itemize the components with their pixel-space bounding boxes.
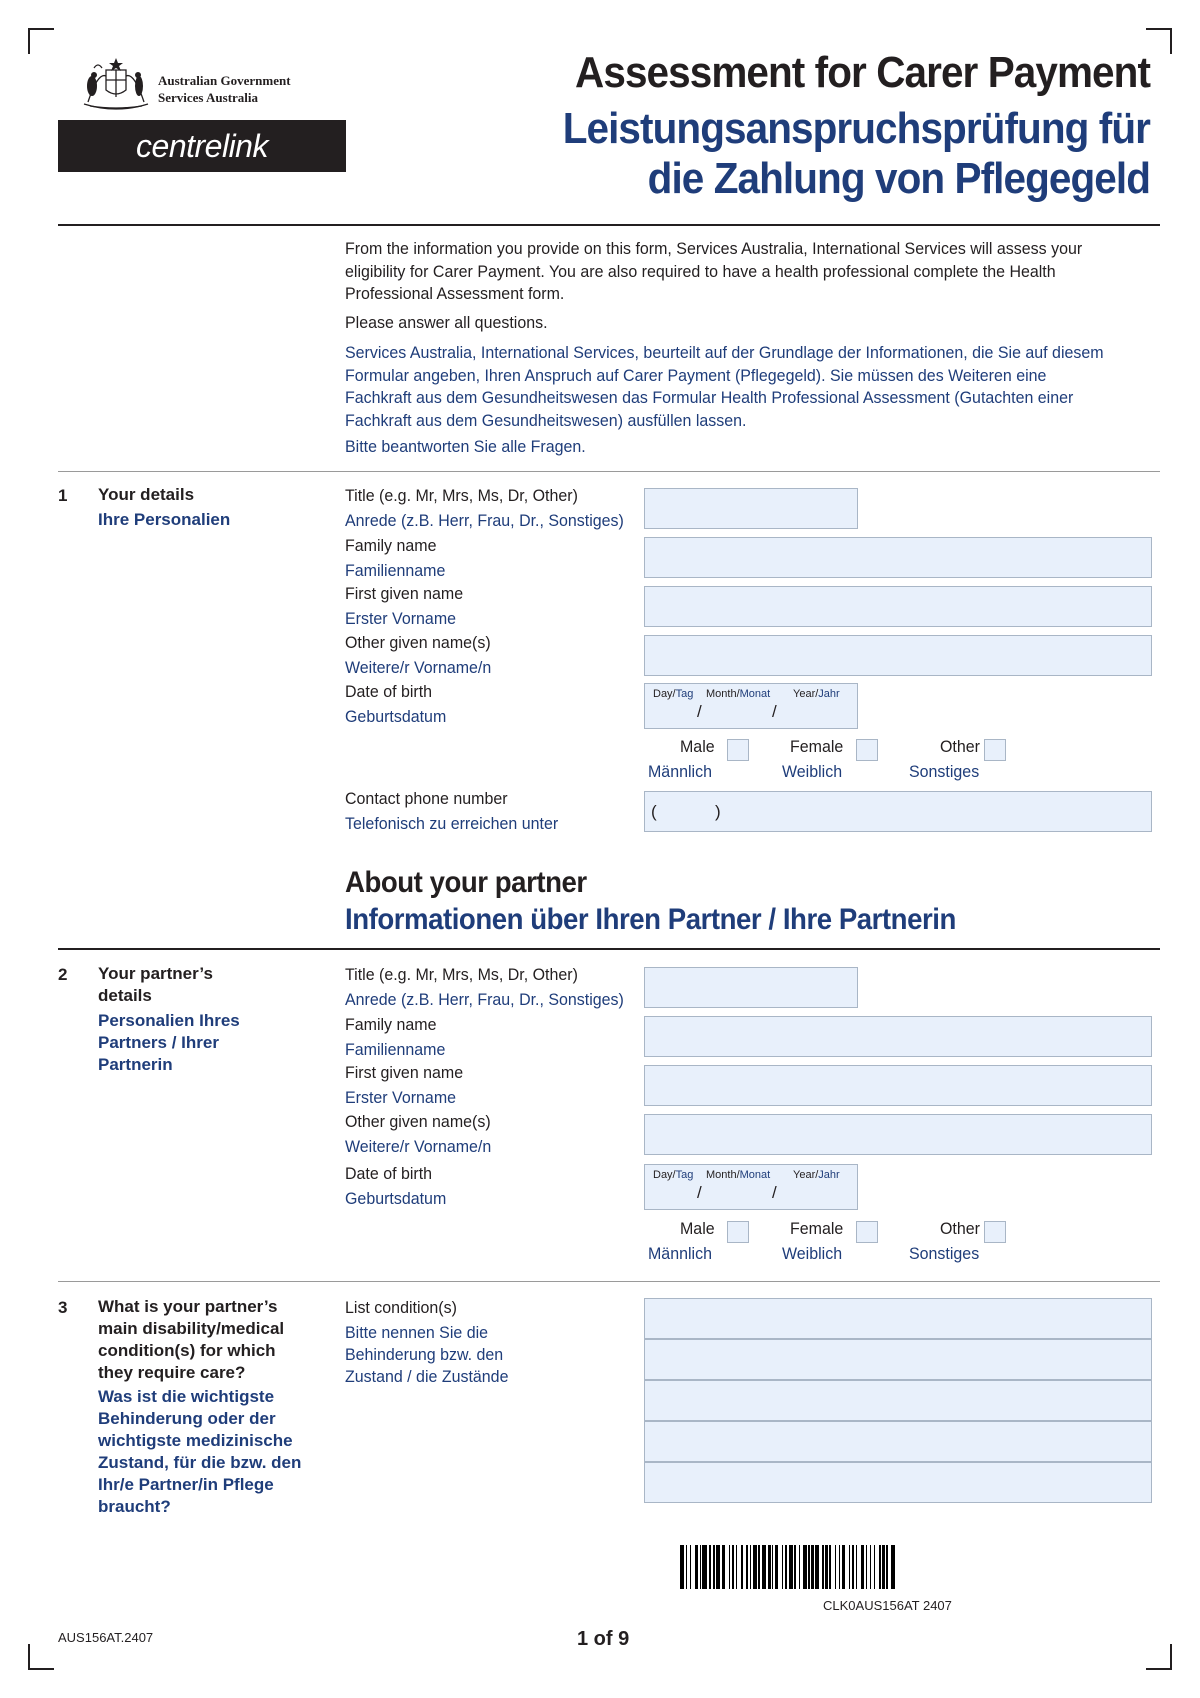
partner-female-label-german: Weiblich	[782, 1244, 843, 1263]
barcode-bar	[895, 1545, 896, 1589]
partner-date-of-birth-input[interactable]	[644, 1164, 858, 1210]
intro-english-paragraph: From the information you provide on this form, Services Australia, International Services will assess your eligibility for Carer Payment. You are also required to have a health professional complete the Health Professional Assessment form.	[345, 239, 1083, 303]
list-conditions-label-german: Bitte nennen Sie die Behinderung bzw. den Zustand / die Zustände	[345, 1323, 509, 1386]
list-conditions-label-english: List condition(s)	[345, 1298, 457, 1317]
centrelink-brand-text: centrelink	[136, 127, 268, 164]
partner-male-label-english: Male	[680, 1219, 715, 1238]
partner-dob-label-english: Date of birth	[345, 1164, 433, 1183]
partner-other-sex-checkbox[interactable]	[984, 1221, 1006, 1243]
other-names-input[interactable]	[644, 635, 1152, 676]
date-of-birth-input[interactable]	[644, 683, 858, 729]
phone-label-german: Telefonisch zu erreichen unter	[345, 814, 559, 833]
other-names-label-english: Other given name(s)	[345, 633, 491, 652]
dob-day-caption: Day/Tag	[653, 1169, 694, 1181]
partner-section-heading-english: About your partner	[345, 866, 587, 899]
other-names-label-german: Weitere/r Vorname/n	[345, 658, 492, 677]
partner-family-name-label-german: Familienname	[345, 1040, 446, 1059]
dob-year-caption: Year/Jahr	[793, 1169, 840, 1181]
barcode	[680, 1545, 1104, 1589]
partner-female-checkbox[interactable]	[856, 1221, 878, 1243]
title-german-line-1: Leistungsanspruchsprüfung für	[562, 104, 1150, 153]
dob-separator: /	[697, 1183, 702, 1202]
question-1-heading-german: Ihre Personalien	[98, 510, 231, 529]
coat-of-arms-icon	[76, 56, 156, 112]
partner-other-names-label-english: Other given name(s)	[345, 1112, 491, 1131]
phone-label-english: Contact phone number	[345, 789, 508, 808]
partner-title-input[interactable]	[644, 967, 858, 1008]
condition-line-2-input[interactable]	[644, 1339, 1152, 1380]
intro-german-instruction: Bitte beantworten Sie alle Fragen.	[345, 437, 586, 456]
partner-first-name-input[interactable]	[644, 1065, 1152, 1106]
crop-mark-bottom-right	[1146, 1644, 1172, 1670]
phone-input[interactable]	[644, 791, 1152, 832]
form-code: AUS156AT.2407	[58, 1630, 154, 1645]
intro-english-instruction: Please answer all questions.	[345, 312, 548, 332]
family-name-label-german: Familienname	[345, 561, 446, 580]
family-name-input[interactable]	[644, 537, 1152, 578]
condition-line-4-input[interactable]	[644, 1421, 1152, 1462]
gov-line-2: Services Australia	[158, 90, 259, 105]
header-rule	[58, 224, 1160, 226]
partner-other-names-input[interactable]	[644, 1114, 1152, 1155]
section-rule-3	[58, 1281, 1160, 1282]
female-checkbox[interactable]	[856, 739, 878, 761]
question-3-heading-english: What is your partner’s main disability/medical condition(s) for which they require care?	[98, 1297, 285, 1382]
question-1-heading	[98, 484, 298, 531]
dob-year-caption: Year/Jahr	[793, 688, 840, 700]
partner-other-sex-label-german: Sonstiges	[909, 1244, 980, 1263]
partner-first-name-label-english: First given name	[345, 1063, 464, 1082]
first-name-input[interactable]	[644, 586, 1152, 627]
partner-other-names-label-german: Weitere/r Vorname/n	[345, 1137, 492, 1156]
dob-day-caption: Day/Tag	[653, 688, 694, 700]
female-label-english: Female	[790, 737, 844, 756]
condition-line-1-input[interactable]	[644, 1298, 1152, 1339]
dob-separator: /	[772, 702, 777, 721]
other-sex-label-english: Other	[940, 737, 980, 756]
condition-line-5-input[interactable]	[644, 1462, 1152, 1503]
female-label-german: Weiblich	[782, 762, 843, 781]
intro-german-paragraph: Services Australia, International Services, beurteilt auf der Grundlage der Informationen, die Sie auf diesem Formular angeben, Ihren Anspruch auf Carer Payment (Pflegegeld). Sie müssen des Weiteren eine Fachkraft aus dem Gesundheitswesen das Formular Health Professional Assessment (Gutachten einer Fachkraft aus dem Gesundheitswesen) ausfüllen lassen.	[345, 343, 1104, 430]
question-3-number: 3	[58, 1298, 68, 1317]
centrelink-logo	[58, 120, 346, 172]
partner-dob-label-german: Geburtsdatum	[345, 1189, 447, 1208]
title-label-german: Anrede (z.B. Herr, Frau, Dr., Sonstiges)	[345, 511, 624, 530]
question-2-heading-english: Your partner’s details	[98, 964, 213, 1005]
question-2-heading-german: Personalien Ihres Partners / Ihrer Partnerin	[98, 1011, 240, 1074]
section-rule-1	[58, 471, 1160, 472]
page-number: 1 of 9	[577, 1628, 630, 1650]
question-3-heading-german: Was ist die wichtigste Behinderung oder der wichtigste medizinische Zustand, für die bzw. den Ihr/e Partner/in Pflege braucht?	[98, 1387, 302, 1516]
government-text	[158, 72, 291, 106]
partner-male-label-german: Männlich	[648, 1244, 712, 1263]
other-sex-checkbox[interactable]	[984, 739, 1006, 761]
partner-male-checkbox[interactable]	[727, 1221, 749, 1243]
male-label-german: Männlich	[648, 762, 712, 781]
first-name-label-english: First given name	[345, 584, 464, 603]
male-checkbox[interactable]	[727, 739, 749, 761]
question-1-number: 1	[58, 486, 68, 505]
first-name-label-german: Erster Vorname	[345, 609, 457, 628]
condition-line-3-input[interactable]	[644, 1380, 1152, 1421]
partner-section-heading-german: Informationen über Ihren Partner / Ihre Partnerin	[345, 903, 956, 936]
intro-text	[345, 238, 1165, 459]
crop-mark-bottom-left	[28, 1644, 54, 1670]
partner-title-label-german: Anrede (z.B. Herr, Frau, Dr., Sonstiges)	[345, 990, 624, 1009]
partner-section-rule	[58, 948, 1160, 950]
partner-family-name-label-english: Family name	[345, 1015, 437, 1034]
dob-separator: /	[697, 702, 702, 721]
family-name-label-english: Family name	[345, 536, 437, 555]
dob-separator: /	[772, 1183, 777, 1202]
barcode-text: CLK0AUS156AT 2407	[823, 1598, 952, 1613]
other-sex-label-german: Sonstiges	[909, 762, 980, 781]
area-code-open: (	[651, 802, 657, 821]
partner-first-name-label-german: Erster Vorname	[345, 1088, 457, 1107]
question-2-number: 2	[58, 965, 68, 984]
partner-title-label-english: Title (e.g. Mr, Mrs, Ms, Dr, Other)	[345, 965, 578, 984]
question-2-heading	[98, 963, 258, 1076]
area-code-close: )	[715, 802, 721, 821]
gov-line-1: Australian Government	[158, 73, 291, 88]
partner-family-name-input[interactable]	[644, 1016, 1152, 1057]
title-german-line-2: die Zahlung von Pflegegeld	[647, 154, 1150, 203]
title-input[interactable]	[644, 488, 858, 529]
dob-label-english: Date of birth	[345, 682, 433, 701]
dob-label-german: Geburtsdatum	[345, 707, 447, 726]
dob-month-caption: Month/Monat	[706, 1169, 771, 1181]
partner-other-sex-label-english: Other	[940, 1219, 980, 1238]
dob-month-caption: Month/Monat	[706, 688, 771, 700]
question-3-heading	[98, 1296, 308, 1518]
title-label-english: Title (e.g. Mr, Mrs, Ms, Dr, Other)	[345, 486, 578, 505]
title-english: Assessment for Carer Payment	[575, 48, 1150, 97]
partner-female-label-english: Female	[790, 1219, 844, 1238]
male-label-english: Male	[680, 737, 715, 756]
question-1-heading-english: Your details	[98, 485, 195, 504]
crop-mark-top-left	[28, 28, 54, 54]
